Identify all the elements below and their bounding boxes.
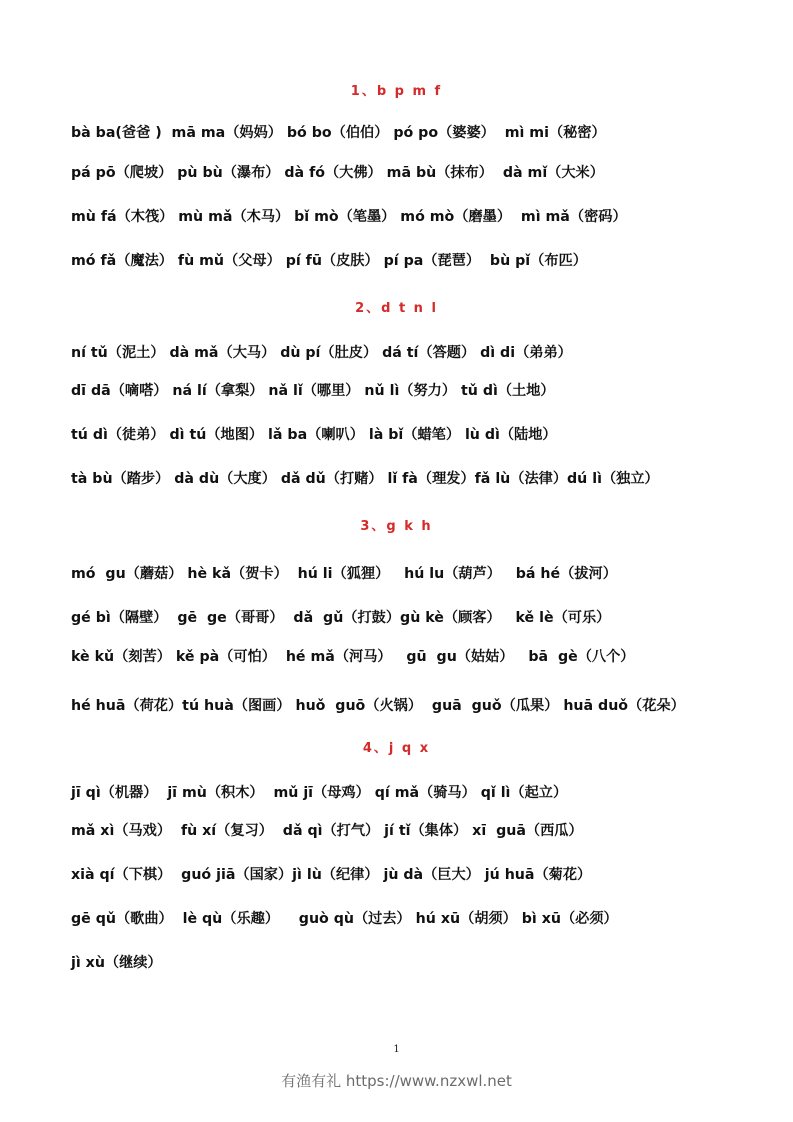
word-row: bà ba(爸爸 ) mā ma（妈妈） bó bo（伯伯） pó po（婆婆） mì mi（秘密） [71, 125, 606, 141]
section-heading-jqx: 4、j q x [362, 741, 431, 756]
word-row: ní tǔ（泥土） dà mǎ（大马） dù pí（肚皮） dá tí（答题） dì di（弟弟） [71, 345, 572, 361]
section-heading-dtnl: 2、d t n l [355, 301, 438, 316]
word-row: gē qǔ（歌曲） lè qù（乐趣） guò qù（过去） hú xū（胡须） bì xū（必须） [71, 911, 618, 927]
word-row: mǎ xì（马戏） fù xí（复习） dǎ qì（打气） jí tǐ（集体） xī guā（西瓜） [71, 823, 583, 839]
word-row: xià qí（下棋） guó jiā（国家）jì lù（纪律） jù dà（巨大） jú huā（菊花） [71, 867, 592, 883]
watermark: 有渔有礼 https://www.nzxwl.net [281, 1072, 512, 1090]
word-row: hé huā（荷花）tú huà（图画） huǒ guō（火锅） guā guǒ（瓜果） huā duǒ（花朵） [71, 698, 685, 714]
word-row: tà bù（踏步） dà dù（大度） dǎ dǔ（打赌） lǐ fà（理发）fǎ lù（法律）dú lì（独立） [71, 471, 659, 487]
section-heading-gkh: 3、g k h [360, 519, 433, 534]
word-row: jī qì（机器） jī mù（积木） mǔ jī（母鸡） qí mǎ（骑马） qǐ lì（起立） [71, 785, 568, 801]
word-row: gé bì（隔壁） gē ge（哥哥） dǎ gǔ（打鼓）gù kè（顾客） kě lè（可乐） [71, 610, 611, 626]
word-row: kè kǔ（刻苦） kě pà（可怕） hé mǎ（河马） gū gu（姑姑） bā gè（八个） [71, 649, 635, 665]
word-row: pá pō（爬坡） pù bù（瀑布） dà fó（大佛） mā bù（抹布） dà mǐ（大米） [71, 165, 604, 181]
word-row: jì xù（继续） [71, 955, 162, 971]
word-row: mó gu（蘑菇） hè kǎ（贺卡） hú li（狐狸） hú lu（葫芦） bá hé（拔河） [71, 566, 617, 582]
word-row: tú dì（徒弟） dì tú（地图） lǎ ba（喇叭） là bǐ（蜡笔） lù dì（陆地） [71, 427, 557, 443]
section-heading-bpmf: 1、b p m f [350, 84, 443, 99]
word-row: dī dā（嘀嗒） ná lí（拿梨） nǎ lǐ（哪里） nǔ lì（努力） tǔ dì（土地） [71, 383, 555, 399]
word-row: mù fá（木筏） mù mǎ（木马） bǐ mò（笔墨） mó mò（磨墨） mì mǎ（密码） [71, 209, 627, 225]
word-row: mó fǎ（魔法） fù mǔ（父母） pí fū（皮肤） pí pa（琵琶） bù pǐ（布匹） [71, 253, 587, 269]
page-number: 1 [393, 1044, 400, 1055]
